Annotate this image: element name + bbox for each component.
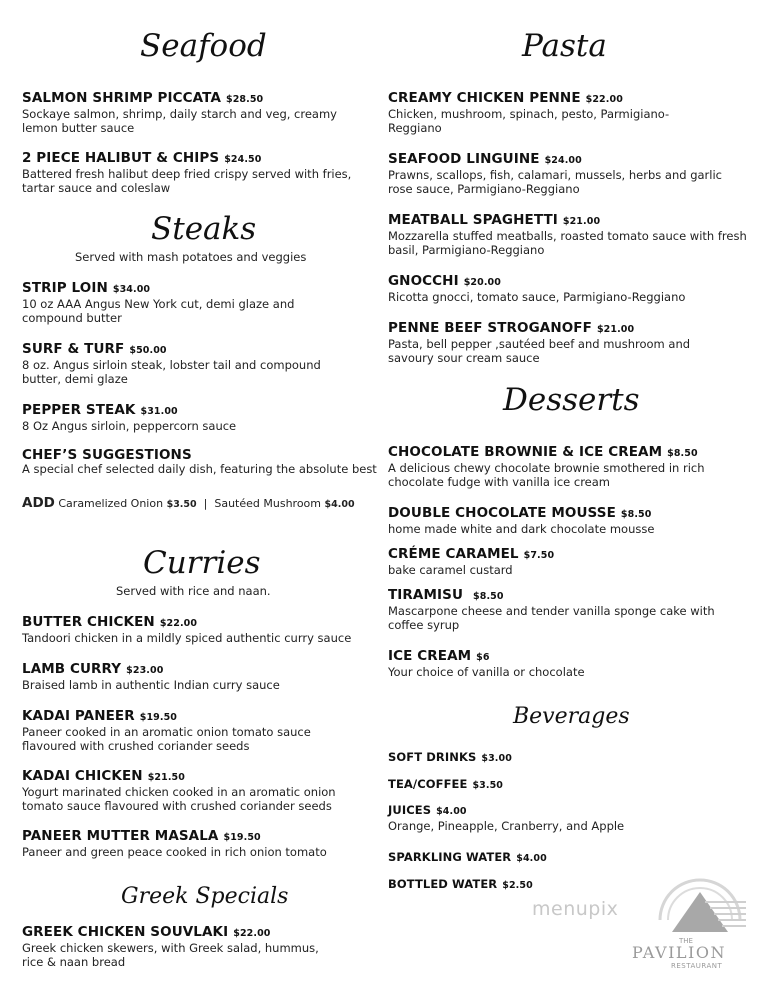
logo-name: PAVILION: [632, 943, 726, 962]
curries-heading: Curries: [143, 545, 261, 581]
item-name: PEPPER STEAK: [22, 402, 136, 418]
item-name: STRIP LOIN: [22, 280, 108, 296]
item-description: home made white and dark chocolate mousse: [388, 522, 655, 536]
item-name: CREAMY CHICKEN PENNE: [388, 90, 581, 106]
item-price: $28.50: [226, 94, 264, 105]
item-price: $23.00: [126, 665, 164, 676]
item-name: SURF & TURF: [22, 341, 125, 357]
item-name: JUICES: [388, 803, 432, 817]
item-price: $8.50: [667, 448, 698, 459]
menu-item: [388, 151, 750, 196]
item-name: BUTTER CHICKEN: [22, 614, 155, 630]
beverage-item: [388, 849, 547, 867]
item-price: $4.00: [436, 806, 467, 817]
item-name: GREEK CHICKEN SOUVLAKI: [22, 924, 229, 940]
beverages-heading: Beverages: [513, 704, 630, 729]
item-price: $24.00: [544, 155, 582, 166]
item-description: A special chef selected daily dish, featuring the absolute best: [22, 462, 377, 476]
menupix-watermark: menupix: [532, 898, 619, 920]
item-description: Greek chicken skewers, with Greek salad, hummus, rice & naan bread: [22, 941, 319, 969]
menu-item: [388, 212, 750, 257]
menu-item: [22, 661, 362, 693]
item-name: CHOCOLATE BROWNIE & ICE CREAM: [388, 444, 663, 460]
menu-item: [388, 444, 750, 489]
item-description: 8 oz. Angus sirloin steak, lobster tail and compound butter, demi glaze: [22, 358, 321, 386]
menu-item: [22, 924, 342, 969]
item-price: $7.50: [523, 550, 555, 561]
item-description: Mascarpone cheese and tender vanilla sponge cake with coffee syrup: [388, 604, 715, 632]
item-price: $3.50: [472, 780, 504, 791]
item-description: Paneer and green peace cooked in rich onion tomato: [22, 845, 327, 859]
item-name: SALMON SHRIMP PICCATA: [22, 90, 221, 106]
menu-item: [388, 273, 750, 305]
logo-tent: [672, 892, 728, 932]
menu-item: [388, 648, 750, 680]
item-description: Yogurt marinated chicken cooked in an aromatic onion tomato sauce flavoured with crushed coriander seeds: [22, 785, 336, 813]
item-description: Mozzarella stuffed meatballs, roasted tomato sauce with fresh basil, Parmigiano-Reggiano: [388, 229, 747, 257]
item-name: CHEF’S SUGGESTIONS: [22, 447, 192, 463]
add-label: ADD: [22, 495, 55, 511]
item-price: $20.00: [463, 277, 501, 288]
item-description: Chicken, mushroom, spinach, pesto, Parmigiano-Reggiano: [388, 107, 670, 135]
menu-item: [388, 505, 750, 537]
item-description: Paneer cooked in an aromatic onion tomato sauce flavoured with crushed coriander seeds: [22, 725, 311, 753]
item-price: $2.50: [502, 880, 533, 891]
menu-item: [22, 402, 362, 434]
menu-item: [388, 587, 750, 632]
add-ons-line: [22, 495, 355, 511]
menu-item: [388, 320, 733, 365]
addon-onion: Caramelized Onion: [58, 497, 164, 510]
menu-item: [388, 90, 733, 135]
pavilion-logo-icon: [650, 872, 750, 952]
item-description: A delicious chewy chocolate brownie smothered in rich chocolate fudge with vanilla ice cream: [388, 461, 705, 489]
item-description: Battered fresh halibut deep fried crispy served with fries, tartar sauce and coleslaw: [22, 167, 352, 195]
item-name: 2 PIECE HALIBUT & CHIPS: [22, 150, 220, 166]
item-name: PENNE BEEF STROGANOFF: [388, 320, 592, 336]
item-description: Prawns, scallops, fish, calamari, mussels, herbs and garlic rose sauce, Parmigiano-Reggiano: [388, 168, 722, 196]
item-price: $34.00: [112, 284, 151, 295]
item-price: $21.00: [596, 324, 635, 335]
pasta-heading: Pasta: [522, 28, 607, 64]
item-price: $4.00: [516, 853, 547, 864]
item-price: $8.50: [620, 509, 652, 520]
item-price: $19.50: [139, 712, 177, 723]
item-description: 8 Oz Angus sirloin, peppercorn sauce: [22, 419, 237, 433]
item-name: PANEER MUTTER MASALA: [22, 828, 219, 844]
item-price: $19.50: [223, 832, 261, 843]
curries-subtitle: Served with rice and naan.: [116, 584, 271, 598]
greek-specials-heading: Greek Specials: [121, 884, 289, 909]
item-price: $21.00: [562, 216, 601, 227]
addon-mushroom-price: $4.00: [324, 499, 355, 510]
menu-item: [22, 708, 347, 753]
menu-item: [22, 150, 367, 195]
seafood-heading: Seafood: [140, 28, 267, 64]
item-name: SOFT DRINKS: [388, 750, 477, 764]
item-description: Orange, Pineapple, Cranberry, and Apple: [388, 819, 625, 833]
item-description: Braised lamb in authentic Indian curry sauce: [22, 678, 280, 692]
logo-the: THE: [679, 937, 693, 945]
item-description: Ricotta gnocci, tomato sauce, Parmigiano-Reggiano: [388, 290, 686, 304]
beverage-item: [388, 876, 533, 894]
item-name: GNOCCHI: [388, 273, 459, 289]
item-name: KADAI CHICKEN: [22, 768, 143, 784]
menu-item: [22, 341, 342, 386]
menu-item: [22, 614, 382, 646]
menu-item: [388, 546, 750, 578]
steaks-subtitle: Served with mash potatoes and veggies: [75, 250, 307, 264]
item-name: TEA/COFFEE: [388, 777, 468, 791]
item-name: CRÉME CARAMEL: [388, 546, 519, 562]
item-name: SPARKLING WATER: [388, 850, 512, 864]
item-price: $22.00: [233, 928, 271, 939]
item-description: Sockaye salmon, shrimp, daily starch and veg, creamy lemon butter sauce: [22, 107, 337, 135]
item-description: bake caramel custard: [388, 563, 513, 577]
addon-onion-price: $3.50: [166, 499, 197, 510]
item-name: LAMB CURRY: [22, 661, 122, 677]
item-name: KADAI PANEER: [22, 708, 135, 724]
beverage-item: [388, 749, 512, 767]
item-name: MEATBALL SPAGHETTI: [388, 212, 558, 228]
separator: |: [203, 497, 208, 510]
item-name: BOTTLED WATER: [388, 877, 498, 891]
item-name: DOUBLE CHOCOLATE MOUSSE: [388, 505, 616, 521]
item-price: $6: [476, 652, 490, 663]
item-name: ICE CREAM: [388, 648, 472, 664]
menu-item: [22, 90, 362, 135]
item-price: $21.50: [147, 772, 185, 783]
desserts-heading: Desserts: [503, 382, 640, 418]
item-price: $22.00: [585, 94, 623, 105]
logo-subtitle: RESTAURANT: [671, 962, 723, 970]
addon-mushroom: Sautéed Mushroom: [214, 497, 322, 510]
menu-item: [22, 768, 367, 813]
item-price: $50.00: [129, 345, 167, 356]
steaks-heading: Steaks: [151, 211, 257, 247]
item-price: $31.00: [140, 406, 178, 417]
menu-item: [22, 447, 377, 477]
item-price: $24.50: [224, 154, 262, 165]
menu-item: [22, 828, 367, 860]
beverage-item: [388, 802, 728, 834]
item-description: 10 oz AAA Angus New York cut, demi glaze and compound butter: [22, 297, 295, 325]
menu-item: [22, 280, 342, 325]
item-price: $3.00: [481, 753, 512, 764]
item-description: Your choice of vanilla or chocolate: [388, 665, 585, 679]
item-name: SEAFOOD LINGUINE: [388, 151, 540, 167]
beverage-item: [388, 776, 503, 794]
item-description: Tandoori chicken in a mildly spiced authentic curry sauce: [22, 631, 352, 645]
item-price: $8.50: [473, 591, 504, 602]
item-description: Pasta, bell pepper ,sautéed beef and mushroom and savoury sour cream sauce: [388, 337, 691, 365]
item-price: $22.00: [159, 618, 198, 629]
item-name: TIRAMISU: [388, 587, 464, 603]
